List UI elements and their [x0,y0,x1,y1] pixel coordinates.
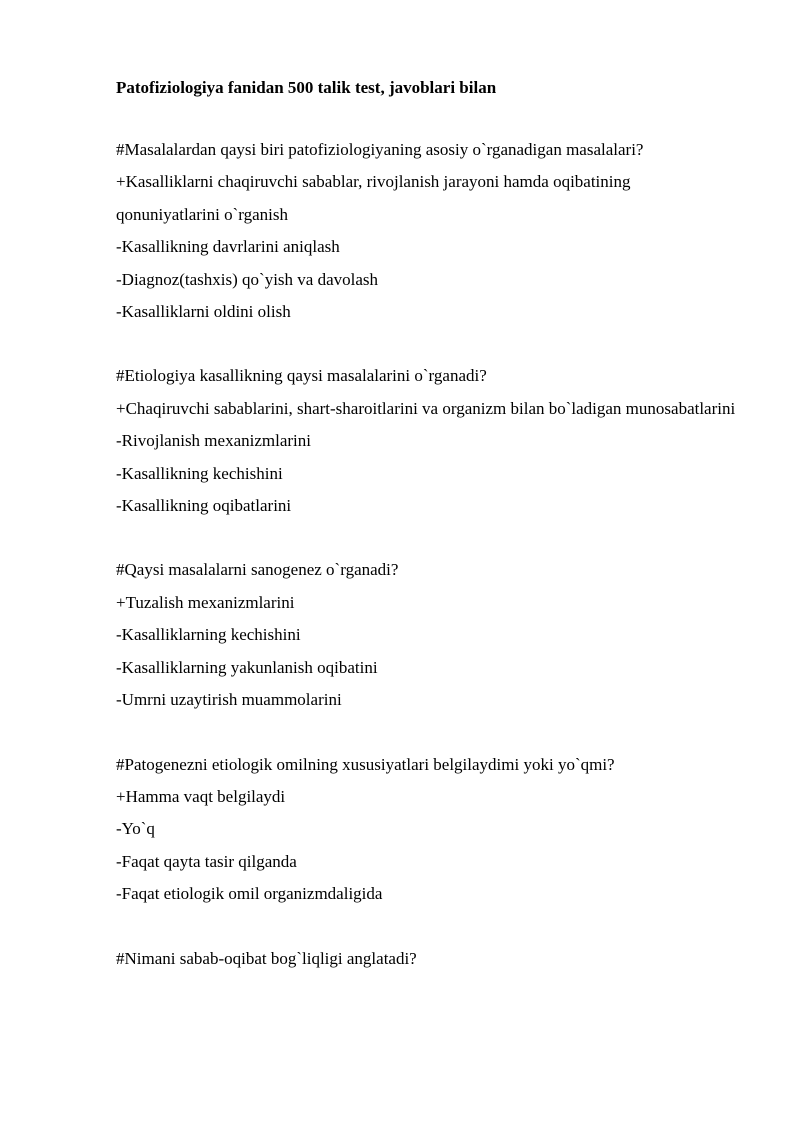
answer-option: -Kasalliklarning yakunlanish oqibatini [116,657,378,677]
question-text: #Nimani sabab-oqibat bog`liqligi anglatadi? [116,948,417,968]
answer-option: -Faqat etiologik omil organizmdaligida [116,884,383,904]
answer-option: -Diagnoz(tashxis) qo`yish va davolash [116,269,379,289]
answer-option: -Kasallikning kechishini [116,463,283,483]
answer-option: -Kasallikning davrlarini aniqlash [116,237,340,257]
answer-option-correct: +Chaqiruvchi sabablarini, shart-sharoitlarini va organizm bilan bo`ladigan munosabatlarini [116,398,736,418]
question-text: #Qaysi masalalarni sanogenez o`rganadi? [116,560,399,580]
document-page [116,76,736,1007]
answer-option: -Yo`q [116,819,155,839]
answer-option: -Rivojlanish mexanizmlarini [116,431,311,451]
answer-option-correct: +Tuzalish mexanizmlarini [116,592,295,612]
question-block-3 [116,554,736,716]
question-text: #Patogenezni etiologik omilning xususiyatlari belgilaydimi yoki yo`qmi? [116,754,615,774]
answer-option: -Kasallikning oqibatlarini [116,496,292,516]
answer-option-correct: +Hamma vaqt belgilaydi [116,786,286,806]
document-title: Patofiziologiya fanidan 500 talik test, javoblari bilan [116,78,497,97]
answer-option: -Umrni uzaytirish muammolarini [116,690,342,710]
answer-option-correct: +Kasalliklarni chaqiruvchi sabablar, rivojlanish jarayoni hamda oqibatining qonuniyatlarini o`rganish [116,172,631,224]
answer-option: -Faqat qayta tasir qilganda [116,851,297,871]
answer-option: -Kasalliklarning kechishini [116,625,301,645]
question-text: #Masalalardan qaysi biri patofiziologiyaning asosiy o`rganadigan masalalari? [116,140,644,159]
question-block-1 [116,134,736,328]
question-text: #Etiologiya kasallikning qaysi masalalarini o`rganadi? [116,366,487,386]
question-block-5 [116,943,736,975]
question-block-2 [116,360,736,522]
question-block-4 [116,749,736,911]
answer-option: -Kasalliklarni oldini olish [116,302,291,322]
